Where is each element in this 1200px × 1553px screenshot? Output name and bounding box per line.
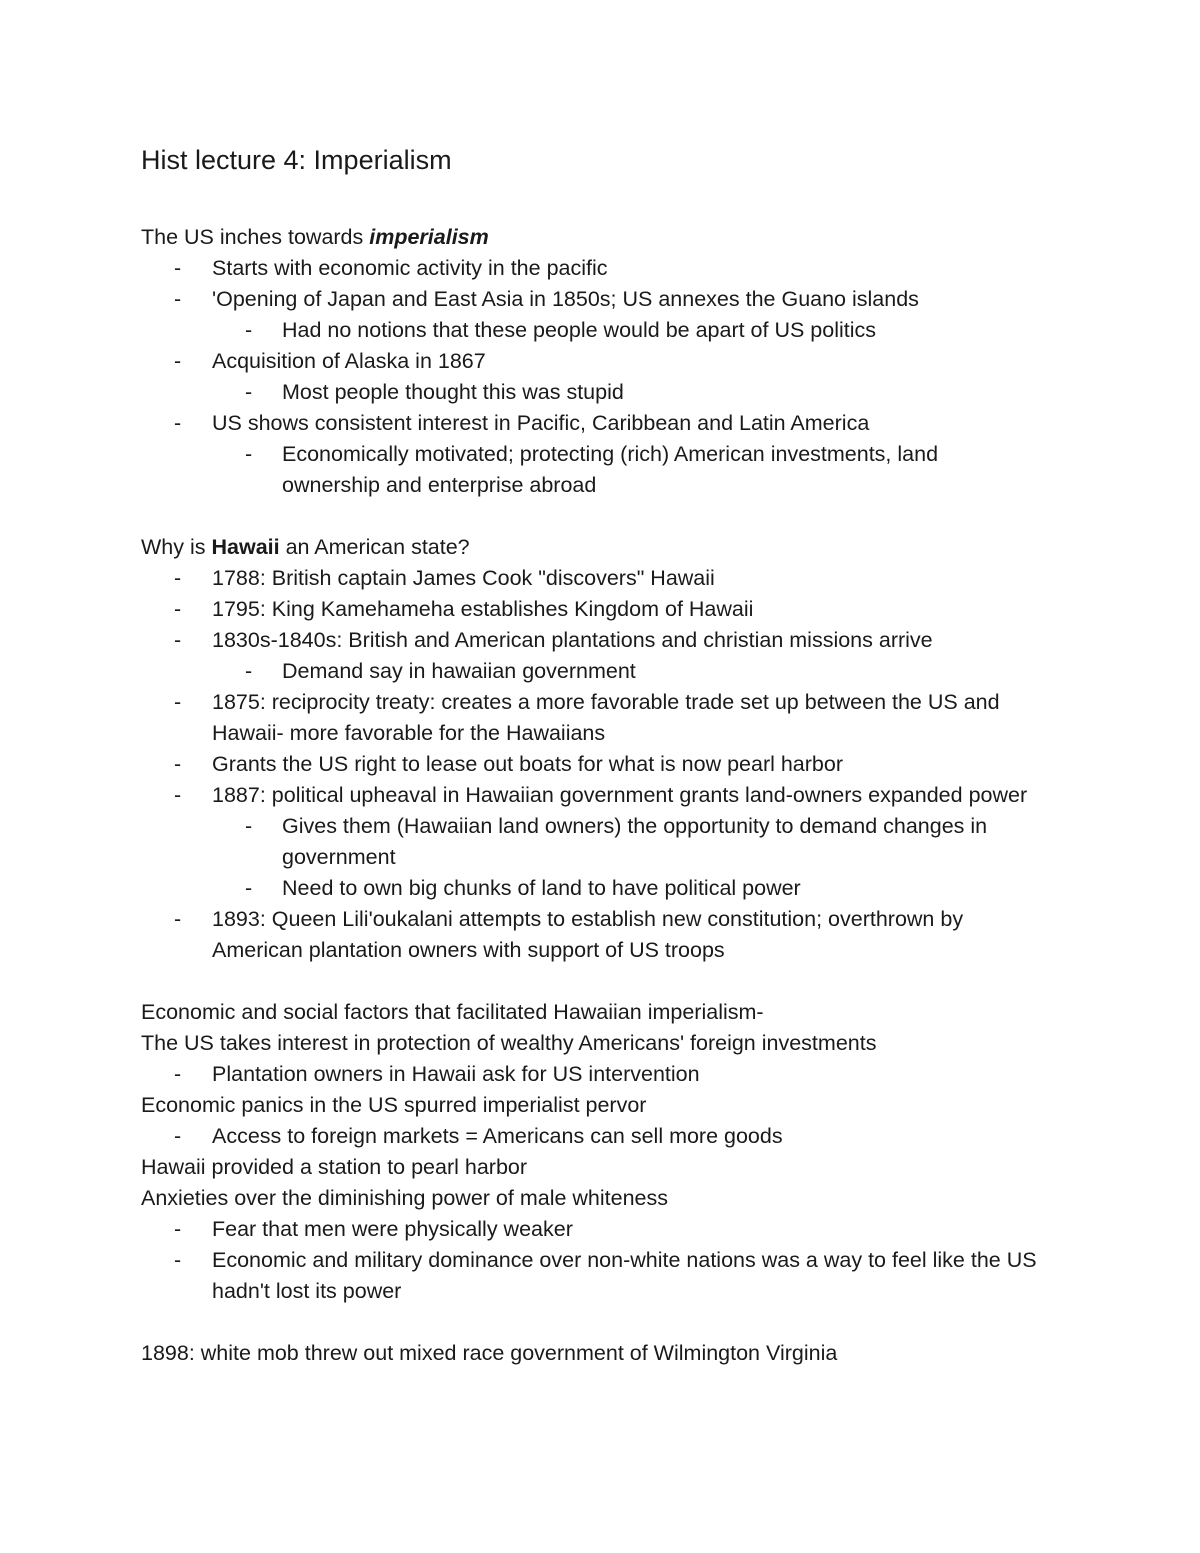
list-item: - Need to own big chunks of land to have political power — [245, 876, 801, 900]
list-item: - Grants the US right to lease out boats for what is now pearl harbor — [174, 752, 843, 776]
list-item: - Had no notions that these people would be apart of US politics — [245, 318, 877, 342]
list-item: - 1893: Queen Lili'oukalani attempts to establish new constitution; overthrown by American plantation owners with support of US troops — [174, 907, 964, 962]
list-item: - 1887: political upheaval in Hawaiian government grants land-owners expanded power — [174, 783, 1028, 807]
list-item: - 1788: British captain James Cook "discovers" Hawaii — [174, 566, 715, 590]
emphasis-imperialism: imperialism — [369, 225, 489, 249]
list-item: - Access to foreign markets = Americans can sell more goods — [174, 1124, 783, 1148]
emphasis-hawaii: Hawaii — [211, 535, 280, 559]
list-item: - US shows consistent interest in Pacific, Caribbean and Latin America — [174, 411, 870, 435]
section-heading-hawaii: Why is Hawaii an American state? — [141, 535, 470, 559]
list-item: - 1875: reciprocity treaty: creates a more favorable trade set up between the US and Hawaii- more favorable for the Hawaiians — [174, 690, 1000, 745]
paragraph: Hawaii provided a station to pearl harbor — [141, 1155, 528, 1179]
list-item: - 1830s-1840s: British and American plantations and christian missions arrive — [174, 628, 933, 652]
list-item: - Demand say in hawaiian government — [245, 659, 636, 683]
list-item: - 1795: King Kamehameha establishes Kingdom of Hawaii — [174, 597, 754, 621]
section-heading-factors: Economic and social factors that facilitated Hawaiian imperialism- — [141, 1000, 764, 1024]
list-item: - Acquisition of Alaska in 1867 — [174, 349, 486, 373]
document-page — [141, 140, 1071, 1369]
paragraph: Anxieties over the diminishing power of male whiteness — [141, 1186, 669, 1210]
list-item: - Most people thought this was stupid — [245, 380, 624, 404]
list-item: - Fear that men were physically weaker — [174, 1217, 573, 1241]
paragraph: Economic panics in the US spurred imperialist pervor — [141, 1093, 647, 1117]
page-title: Hist lecture 4: Imperialism — [141, 145, 452, 175]
paragraph: The US takes interest in protection of wealthy Americans' foreign investments — [141, 1031, 877, 1055]
list-item: - Gives them (Hawaiian land owners) the opportunity to demand changes in government — [245, 814, 988, 869]
list-item: - 'Opening of Japan and East Asia in 1850s; US annexes the Guano islands — [174, 287, 919, 311]
list-item: - Economic and military dominance over non-white nations was a way to feel like the US hadn't lost its power — [174, 1248, 1037, 1303]
list-item: - Plantation owners in Hawaii ask for US intervention — [174, 1062, 700, 1086]
paragraph-wilmington: 1898: white mob threw out mixed race government of Wilmington Virginia — [141, 1341, 838, 1365]
section-heading-imperialism: The US inches towards imperialism — [141, 225, 489, 249]
list-item: - Starts with economic activity in the pacific — [174, 256, 608, 280]
list-item: - Economically motivated; protecting (rich) American investments, land ownership and enterprise abroad — [245, 442, 939, 497]
